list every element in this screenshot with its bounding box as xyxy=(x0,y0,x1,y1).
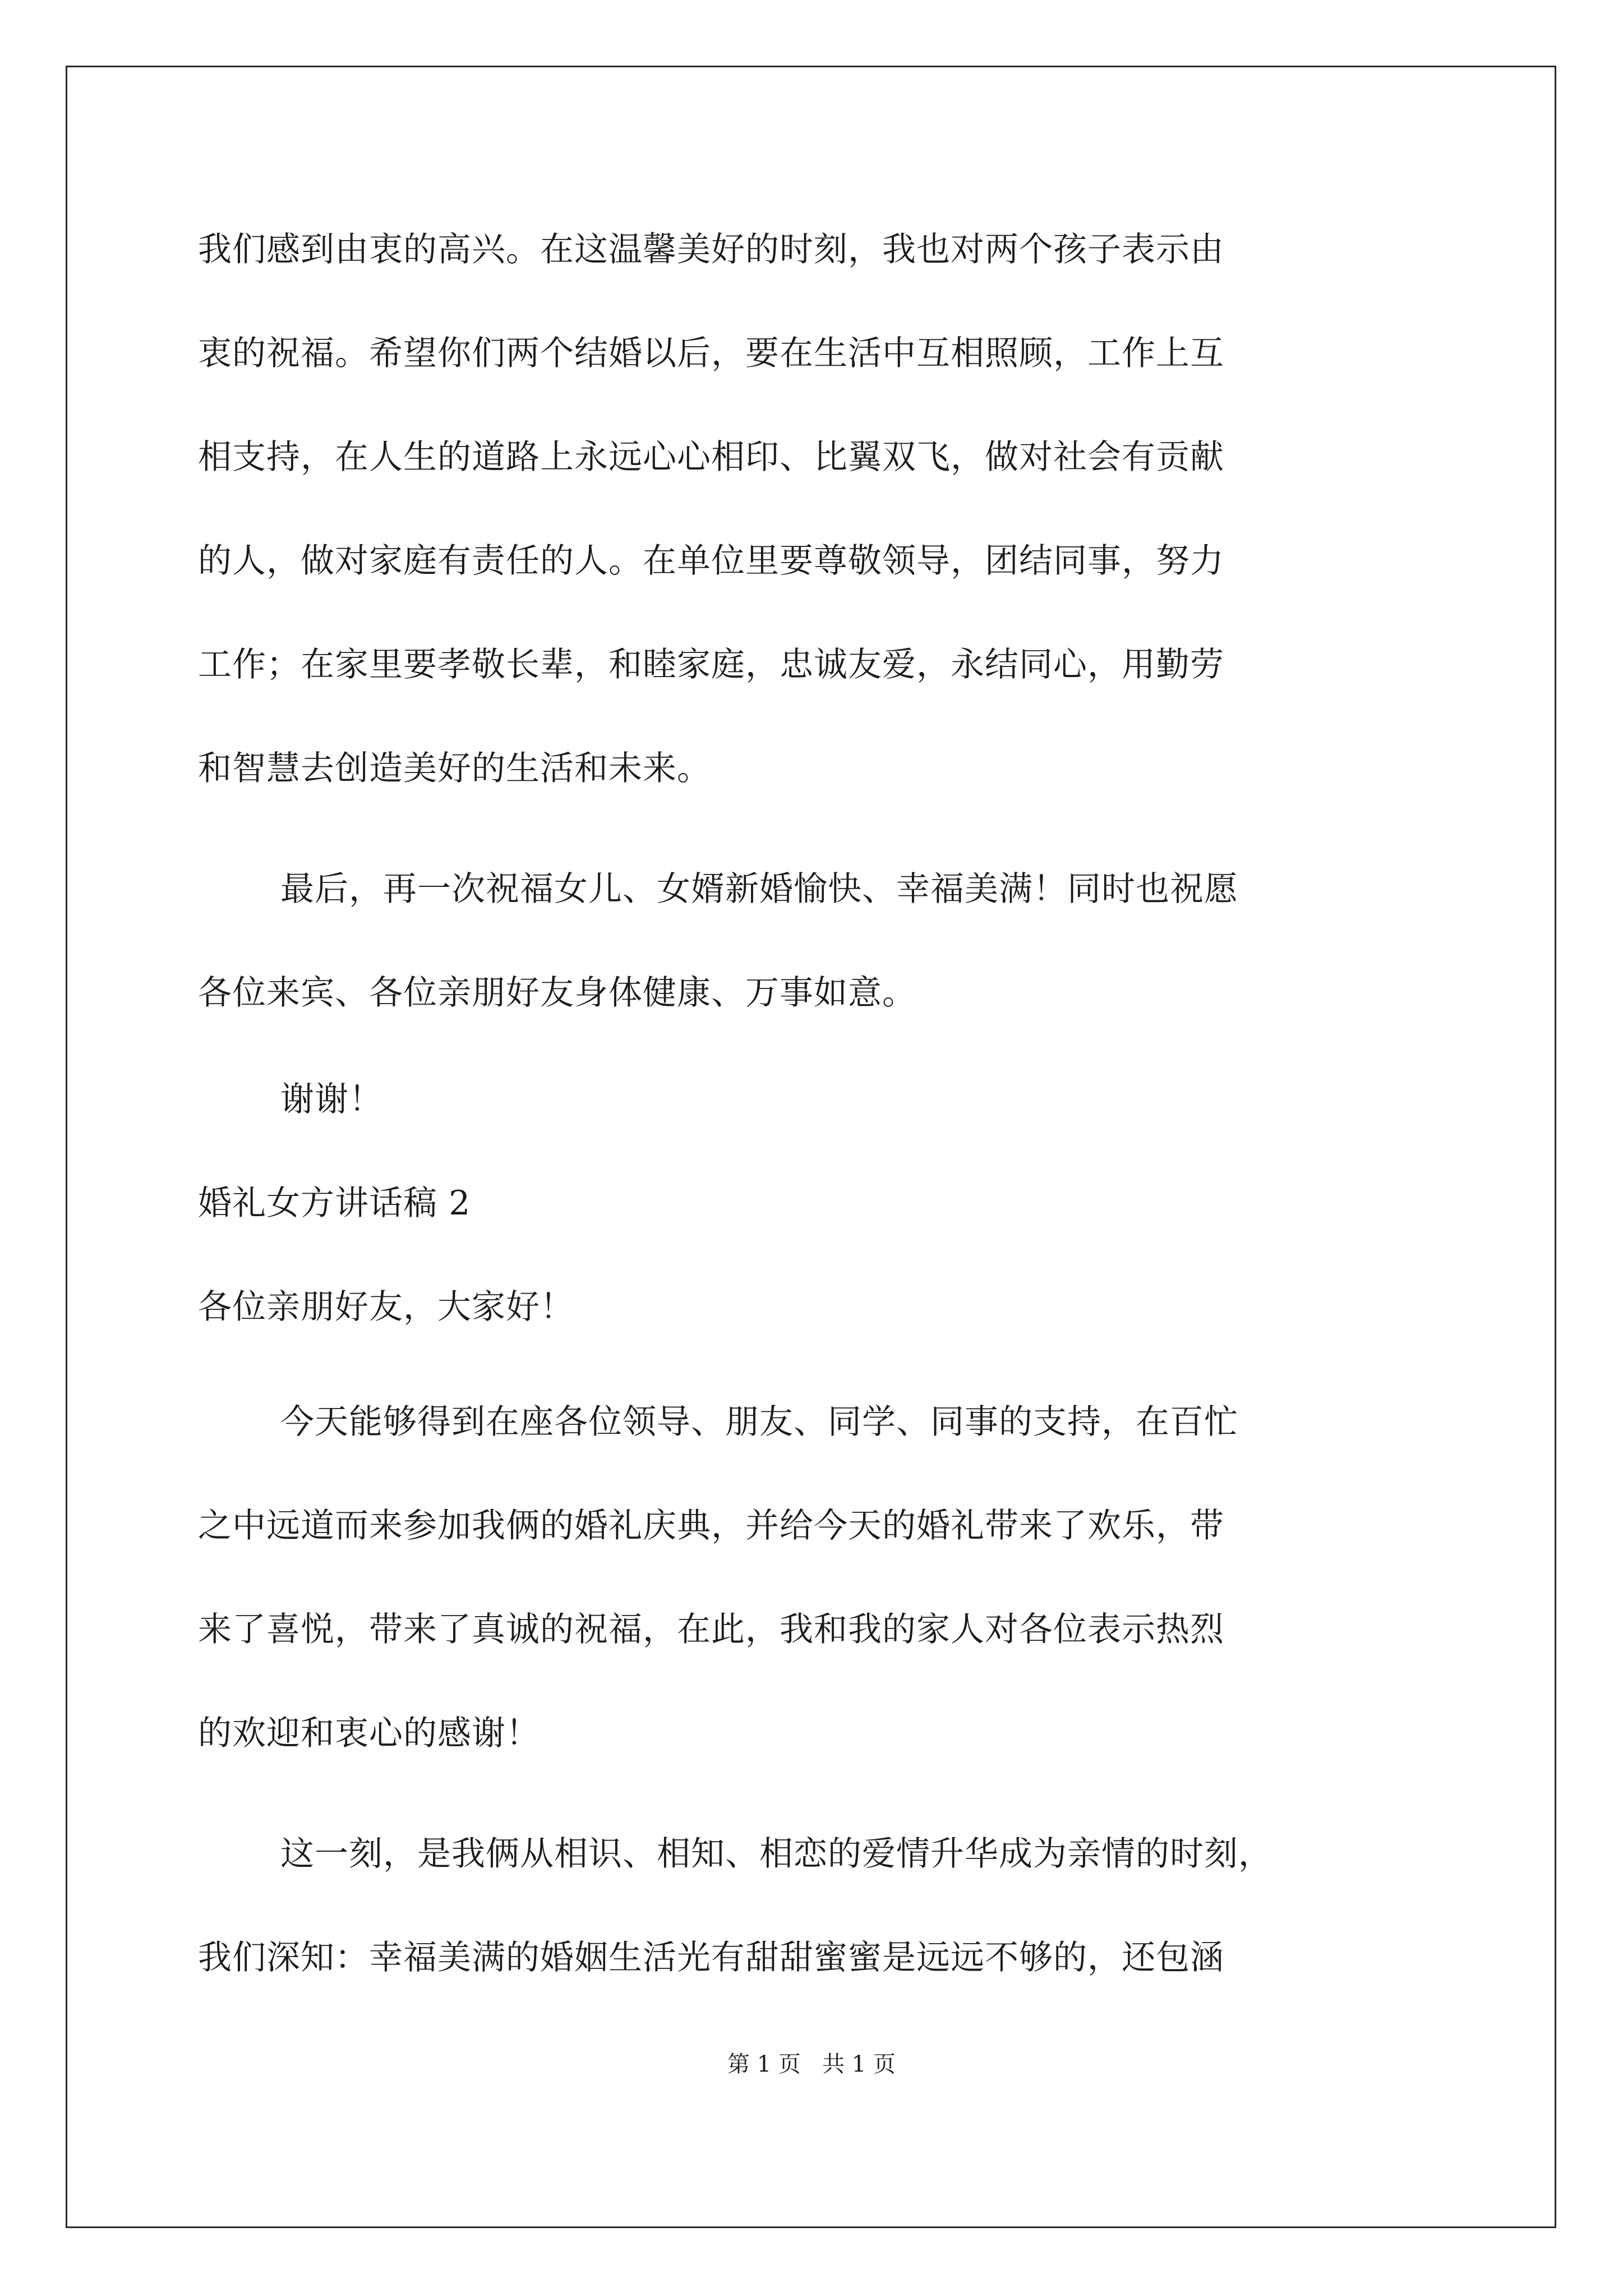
greeting-line: 各位亲朋好友，大家好！ xyxy=(198,1287,574,1327)
page-number-footer: 第 1 页 共 1 页 xyxy=(727,2051,896,2077)
paragraph-line: 来了喜悦，带来了真诚的祝福，在此，我和我的家人对各位表示热烈 xyxy=(198,1610,1224,1649)
section-heading: 婚礼女方讲话稿 2 xyxy=(198,1184,471,1223)
paragraph-line: 最后，再一次祝福女儿、女婿新婚愉快、幸福美满！同时也祝愿 xyxy=(280,869,1238,909)
paragraph-line: 我们感到由衷的高兴。在这温馨美好的时刻，我也对两个孩子表示由 xyxy=(198,230,1224,269)
paragraph-line: 衷的祝福。希望你们两个结婚以后，要在生活中互相照顾，工作上互 xyxy=(198,334,1224,373)
paragraph-line: 我们深知：幸福美满的婚姻生活光有甜甜蜜蜜是远远不够的，还包涵 xyxy=(198,1938,1224,1977)
paragraph-line: 之中远道而来参加我俩的婚礼庆典，并给今天的婚礼带来了欢乐，带 xyxy=(198,1506,1224,1545)
paragraph-line: 的人，做对家庭有责任的人。在单位里要尊敬领导，团结同事，努力 xyxy=(198,541,1224,581)
paragraph-line: 这一刻，是我俩从相识、相知、相恋的爱情升华成为亲情的时刻， xyxy=(280,1834,1272,1874)
page-border xyxy=(66,66,1556,2228)
paragraph-line: 相支持，在人生的道路上永远心心相印、比翼双飞，做对社会有贡献 xyxy=(198,438,1224,477)
paragraph-line: 各位来宾、各位亲朋好友身体健康、万事如意。 xyxy=(198,973,916,1013)
paragraph-line: 的欢迎和衷心的感谢！ xyxy=(198,1714,540,1753)
paragraph-line: 和智慧去创造美好的生活和未来。 xyxy=(198,749,711,788)
paragraph-line: 工作；在家里要孝敬长辈，和睦家庭，忠诚友爱，永结同心，用勤劳 xyxy=(198,645,1224,684)
paragraph-line: 今天能够得到在座各位领导、朋友、同学、同事的支持，在百忙 xyxy=(280,1402,1238,1442)
paragraph-line: 谢谢！ xyxy=(280,1080,383,1119)
